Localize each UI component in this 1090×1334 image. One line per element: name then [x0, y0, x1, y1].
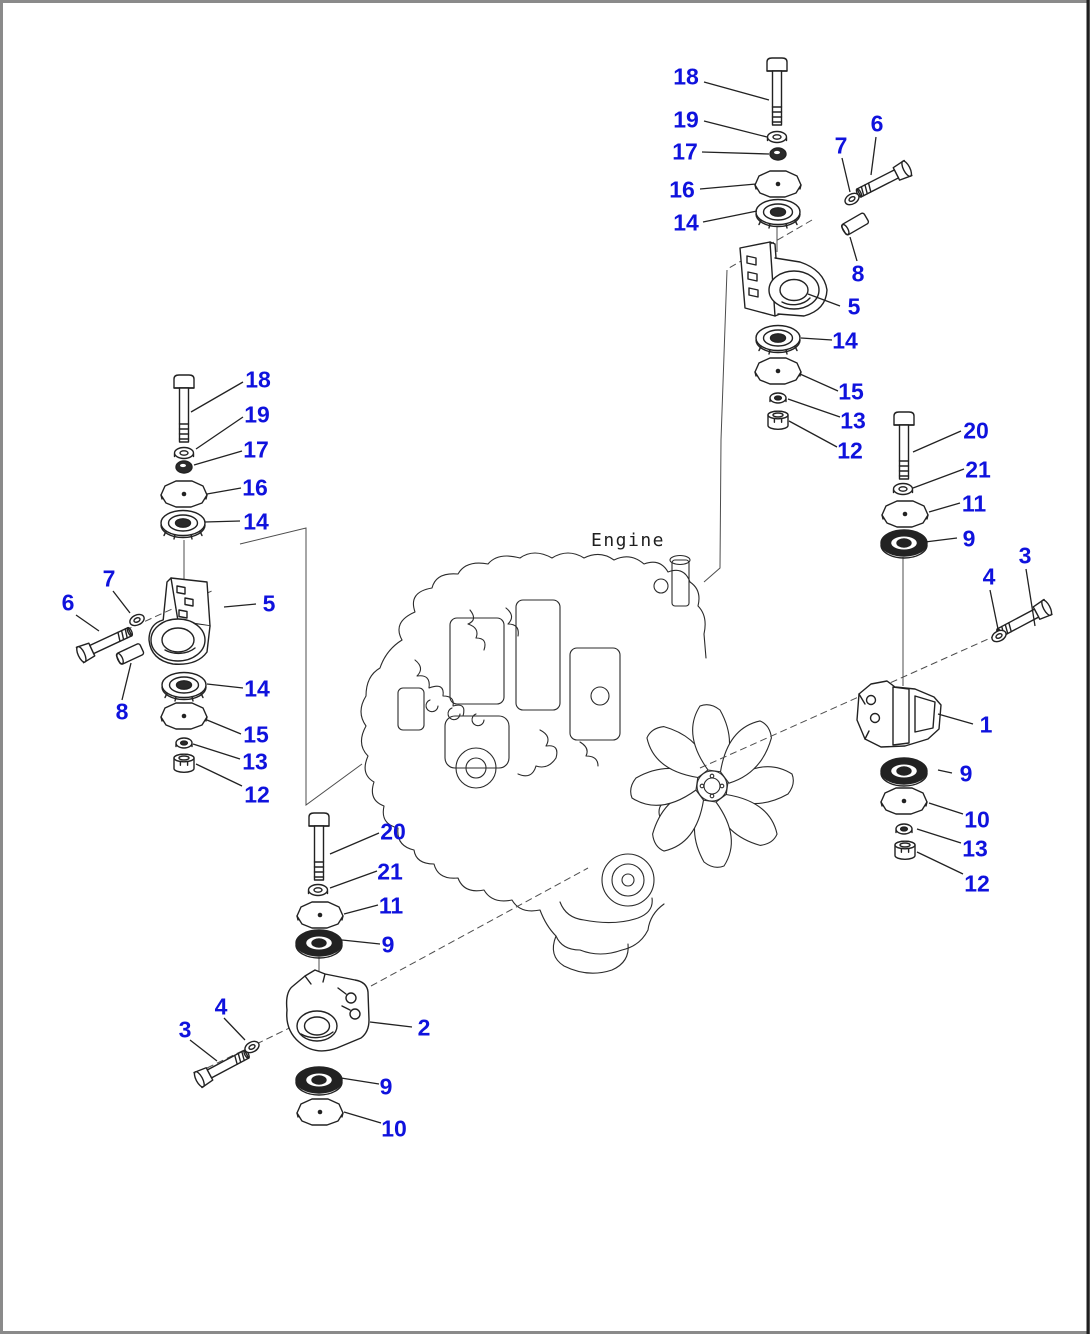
callout-14-17: 14 [243, 508, 269, 535]
callout-21-27: 21 [965, 456, 991, 483]
callout-14-4: 14 [673, 209, 699, 236]
part-washer-7 [843, 191, 861, 207]
part-washer-19 [768, 132, 787, 143]
assembly-axis-lines [95, 220, 1006, 1068]
part-bolt-18 [767, 58, 787, 125]
part-bolt-3 [193, 1046, 253, 1088]
part-plate-10 [881, 788, 927, 814]
part-plate-15 [755, 358, 801, 384]
part-bolt-6 [854, 160, 914, 202]
part-plate-10 [297, 1099, 343, 1125]
part-washer-13 [770, 393, 786, 403]
part-pin-8 [840, 212, 869, 236]
part-nut-12 [768, 411, 788, 429]
callout-10-45: 10 [381, 1115, 407, 1142]
part-bolt-20 [309, 813, 329, 880]
callout-11-39: 11 [378, 892, 404, 919]
callout-18-0: 18 [673, 63, 699, 90]
callout-17-2: 17 [672, 138, 698, 165]
engine-illustration [361, 553, 793, 973]
part-cushion-9 [296, 1067, 342, 1095]
callout-3-43: 3 [178, 1016, 192, 1043]
part-nut-12 [174, 754, 194, 772]
callout-13-24: 13 [242, 748, 268, 775]
callout-15-10: 15 [838, 378, 864, 405]
callout-16-16: 16 [242, 474, 268, 501]
callout-12-25: 12 [244, 781, 270, 808]
engine-label: Engine [591, 530, 666, 551]
callout-9-44: 9 [379, 1073, 393, 1100]
part-washer-7 [128, 612, 146, 627]
callout-9-29: 9 [962, 525, 976, 552]
callout-12-12: 12 [837, 437, 863, 464]
part-nut-17 [176, 461, 192, 473]
callout-8-7: 8 [851, 260, 865, 287]
part-cushion-14 [162, 673, 206, 702]
callout-4-31: 4 [982, 563, 996, 590]
callout-13-11: 13 [840, 407, 866, 434]
part-bolt-18 [174, 375, 194, 442]
part-washer-21 [894, 484, 913, 495]
callout-18-13: 18 [245, 366, 271, 393]
mount-group-left [75, 375, 210, 772]
callout-6-19: 6 [61, 589, 75, 616]
leader-lines [76, 82, 1035, 1123]
callout-14-9: 14 [832, 327, 858, 354]
callout-7-5: 7 [834, 132, 848, 159]
mount-group-top-right [740, 58, 913, 429]
part-pin-8 [115, 643, 144, 665]
part-bracket-1 [857, 681, 941, 747]
callout-7-18: 7 [102, 565, 116, 592]
callout-5-20: 5 [262, 590, 276, 617]
part-washer-19 [175, 448, 194, 459]
callout-20-26: 20 [963, 417, 989, 444]
callout-20-37: 20 [380, 818, 406, 845]
part-nut-17 [770, 148, 786, 160]
callout-13-35: 13 [962, 835, 988, 862]
part-cushion-14 [161, 511, 205, 540]
callout-9-40: 9 [381, 931, 395, 958]
part-cushion-9 [881, 758, 927, 786]
part-washer-13 [896, 824, 912, 834]
callout-6-6: 6 [870, 110, 884, 137]
callout-21-38: 21 [377, 858, 403, 885]
callout-15-23: 15 [243, 721, 269, 748]
callout-19-14: 19 [244, 401, 270, 428]
part-plate-11 [297, 902, 343, 928]
callout-11-28: 11 [961, 490, 987, 517]
callout-4-42: 4 [214, 993, 228, 1020]
exploded-parts [75, 58, 1054, 1125]
callout-2-41: 2 [417, 1014, 431, 1041]
part-bracket-5 [149, 578, 210, 664]
part-cushion-9 [296, 930, 342, 958]
callout-8-21: 8 [115, 698, 129, 725]
callout-5-8: 5 [847, 293, 861, 320]
part-bolt-20 [894, 412, 914, 479]
callout-12-36: 12 [964, 870, 990, 897]
cooling-fan-icon [631, 705, 794, 868]
callout-1-32: 1 [979, 711, 993, 738]
part-plate-16 [161, 481, 207, 507]
part-bracket-5 [740, 242, 827, 316]
part-plate-15 [161, 703, 207, 729]
callout-14-22: 14 [244, 675, 270, 702]
part-nut-12 [895, 841, 915, 859]
callout-16-3: 16 [669, 176, 695, 203]
callout-9-33: 9 [959, 760, 973, 787]
part-washer-21 [309, 885, 328, 896]
part-washer-13 [176, 738, 192, 748]
part-plate-16 [755, 171, 801, 197]
mount-group-right [857, 412, 1053, 859]
part-cushion-14 [756, 326, 800, 355]
callout-17-15: 17 [243, 436, 269, 463]
callout-3-30: 3 [1018, 542, 1032, 569]
part-plate-11 [882, 501, 928, 527]
part-cushion-9 [881, 530, 927, 558]
callout-10-34: 10 [964, 806, 990, 833]
part-cushion-14 [756, 200, 800, 229]
callout-19-1: 19 [673, 106, 699, 133]
part-bracket-2 [287, 970, 369, 1051]
